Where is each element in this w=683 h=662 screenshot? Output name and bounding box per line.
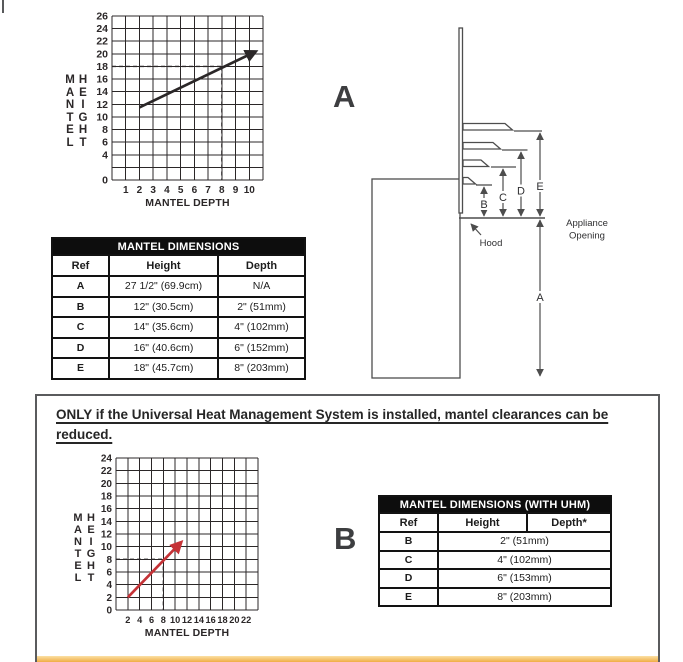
value-cell: 4" (102mm) [438,551,611,570]
svg-text:26: 26 [96,10,108,23]
ref-cell: D [52,338,109,359]
table-row [379,588,611,607]
svg-text:2: 2 [136,185,143,196]
svg-text:10: 10 [170,615,181,625]
svg-text:7: 7 [205,185,211,196]
svg-text:4: 4 [164,185,170,196]
dim-label-e: E [536,181,544,193]
table-row [379,551,611,570]
x-axis-label: MANTEL DEPTH [144,627,230,639]
table-row [379,532,611,551]
column-header-ref: Ref [379,513,438,532]
svg-text:8: 8 [160,615,166,625]
svg-text:0: 0 [106,605,112,617]
svg-text:14: 14 [100,516,112,528]
value-cell: 4" (102mm) [218,317,305,338]
svg-text:4: 4 [106,580,112,592]
svg-text:6: 6 [106,567,112,579]
column-header-ref: Ref [52,255,109,276]
x-axis-label: MANTEL DEPTH [145,197,230,209]
mantel-height-depth-chart-b-uhm [62,450,286,644]
table-row [52,317,305,338]
ylabel-word-height: H E I G H T [86,512,96,584]
figure-label-a: A [333,79,356,114]
fireplace-box [372,179,460,378]
svg-text:6: 6 [148,615,155,625]
ylabel-word-mantel: M A N T E L [73,512,83,584]
svg-text:12: 12 [96,98,108,111]
svg-text:14: 14 [193,615,204,625]
hood-pointer-arrow-icon [471,224,481,235]
svg-text:6: 6 [191,185,198,196]
svg-text:22: 22 [100,466,112,478]
mantel-shelf-c [463,160,489,167]
svg-text:16: 16 [96,73,108,86]
column-header-depth: Depth* [527,513,611,532]
table-header-row [379,513,611,532]
svg-text:14: 14 [96,86,108,99]
appliance-opening-label-line1: Appliance [566,218,608,229]
svg-text:4: 4 [102,149,108,162]
table-title-row [379,496,611,513]
ref-cell: C [379,551,438,570]
mantel-dimensions-uhm-table [378,495,612,607]
table-title: MANTEL DIMENSIONS [52,238,305,255]
svg-text:8: 8 [102,124,108,137]
accent-bar [37,656,658,662]
ref-cell: C [52,317,109,338]
svg-text:24: 24 [100,453,112,465]
table-row [52,297,305,318]
value-cell: 27 1/2" (69.9cm) [109,276,218,297]
value-cell: N/A [218,276,305,297]
svg-text:0: 0 [102,174,108,187]
svg-text:5: 5 [177,185,184,196]
ref-cell: E [52,358,109,379]
svg-text:20: 20 [229,615,240,625]
table-title-row [52,238,305,255]
svg-text:9: 9 [232,185,239,196]
ref-cell: D [379,569,438,588]
svg-text:4: 4 [137,615,143,625]
svg-text:16: 16 [205,615,216,625]
ylabel-word-mantel: M A N T E L [65,74,75,149]
ref-cell: E [379,588,438,607]
svg-text:16: 16 [100,504,112,516]
svg-text:12: 12 [100,529,112,541]
column-header-height: Height [109,255,218,276]
svg-text:8: 8 [106,554,112,566]
table-row [52,276,305,297]
svg-text:12: 12 [181,615,193,625]
scan-edge-mark [2,0,4,13]
mantel-shelf-b [463,178,476,185]
svg-text:18: 18 [217,615,228,625]
dim-label-c: C [499,192,507,204]
svg-text:24: 24 [96,23,108,36]
value-cell: 6" (153mm) [438,569,611,588]
value-cell: 8" (203mm) [218,358,305,379]
dim-label-a: A [536,292,544,304]
mantel-shelf-e [463,124,513,131]
value-cell: 6" (152mm) [218,338,305,359]
wall-panel [459,28,463,213]
mantel-height-depth-chart-a [58,4,280,212]
svg-text:6: 6 [102,136,108,149]
value-cell: 18" (45.7cm) [109,358,218,379]
mantel-dimensions-table [51,237,306,380]
svg-text:10: 10 [100,542,112,554]
value-cell: 2" (51mm) [438,532,611,551]
svg-text:3: 3 [150,185,156,196]
svg-text:8: 8 [219,185,225,196]
svg-text:1: 1 [122,185,129,196]
value-cell: 8" (203mm) [438,588,611,607]
svg-text:20: 20 [96,48,108,61]
svg-text:18: 18 [100,491,112,503]
svg-text:2: 2 [125,615,131,625]
hood-label: Hood [479,238,503,249]
table-row [52,338,305,359]
value-cell: 12" (30.5cm) [109,297,218,318]
dim-label-b: B [480,199,488,211]
uhm-section-heading: ONLY if the Universal Heat Management System is installed, mantel clearances can be reduced. [56,407,609,442]
appliance-mantel-diagram [330,10,670,384]
svg-text:10: 10 [243,185,255,196]
svg-text:22: 22 [96,35,108,48]
value-cell: 16" (40.6cm) [109,338,218,359]
ref-cell: B [52,297,109,318]
svg-text:20: 20 [100,478,112,490]
ylabel-word-height: H E I G H T [78,74,88,149]
svg-text:2: 2 [106,592,112,604]
svg-text:18: 18 [96,60,108,73]
table-header-row [52,255,305,276]
dim-label-d: D [517,185,525,198]
svg-text:10: 10 [96,111,108,124]
value-cell: 2" (51mm) [218,297,305,318]
svg-text:22: 22 [241,615,252,625]
mantel-shelf-d [463,143,501,150]
ref-cell: A [52,276,109,297]
value-cell: 14" (35.6cm) [109,317,218,338]
column-header-height: Height [438,513,527,532]
table-row [379,569,611,588]
appliance-opening-label-line2: Opening [569,230,605,242]
table-title: MANTEL DIMENSIONS (WITH UHM) [379,496,611,513]
figure-label-b: B [334,521,357,556]
column-header-depth: Depth [218,255,305,276]
table-row [52,358,305,379]
ref-cell: B [379,532,438,551]
